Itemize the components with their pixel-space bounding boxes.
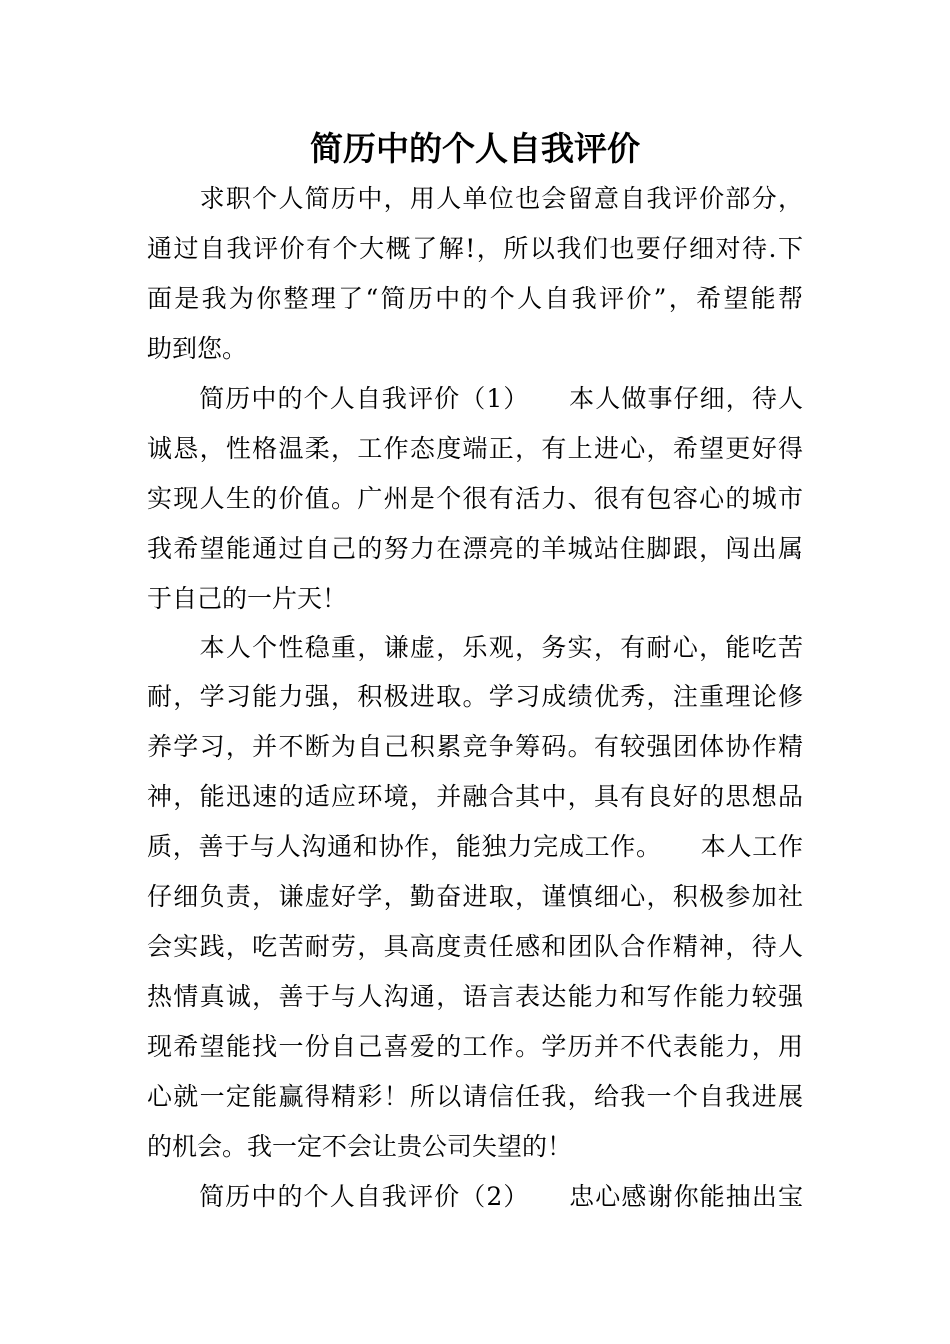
text-line: 现希望能找一份自己喜爱的工作。学历并不代表能力，用 — [147, 1032, 803, 1061]
text-line: 神，能迅速的适应环境，并融合其中，具有良好的思想品 — [147, 782, 803, 811]
text-line: 简历中的个人自我评价（2） 忠心感谢你能抽出宝 — [147, 1182, 803, 1211]
text-line: 会实践，吃苦耐劳，具高度责任感和团队合作精神，待人 — [147, 932, 803, 961]
text-line: 我希望能通过自己的努力在漂亮的羊城站住脚跟，闯出属 — [147, 534, 803, 563]
text-line: 面是我为你整理了“简历中的个人自我评价”，希望能帮 — [147, 284, 803, 313]
text-line: 简历中的个人自我评价（1） 本人做事仔细，待人 — [147, 384, 803, 413]
text-line: 仔细负责，谦虚好学，勤奋进取，谨慎细心，积极参加社 — [147, 882, 803, 911]
document-title: 简历中的个人自我评价 — [310, 129, 640, 168]
text-line: 于自己的一片天！ — [147, 584, 348, 613]
text-line: 热情真诚，善于与人沟通，语言表达能力和写作能力较强 — [147, 982, 803, 1011]
text-line: 养学习，并不断为自己积累竞争筹码。有较强团体协作精 — [147, 732, 803, 761]
text-line: 心就一定能赢得精彩！所以请信任我，给我一个自我进展 — [147, 1082, 803, 1111]
text-line: 耐，学习能力强，积极进取。学习成绩优秀，注重理论修 — [147, 682, 803, 711]
text-line: 通过自我评价有个大概了解!，所以我们也要仔细对待.下 — [147, 234, 803, 263]
text-line: 求职个人简历中，用人单位也会留意自我评价部分， — [147, 184, 803, 213]
text-line: 本人个性稳重，谦虚，乐观，务实，有耐心，能吃苦 — [147, 633, 803, 662]
text-line: 质，善于与人沟通和协作，能独力完成工作。 本人工作 — [147, 832, 803, 861]
text-line: 实现人生的价值。广州是个很有活力、很有包容心的城市 — [147, 484, 803, 513]
text-line: 的机会。我一定不会让贵公司失望的！ — [147, 1132, 573, 1161]
text-line: 诚恳，性格温柔，工作态度端正，有上进心，希望更好得 — [147, 434, 803, 463]
text-line: 助到您。 — [147, 334, 248, 363]
